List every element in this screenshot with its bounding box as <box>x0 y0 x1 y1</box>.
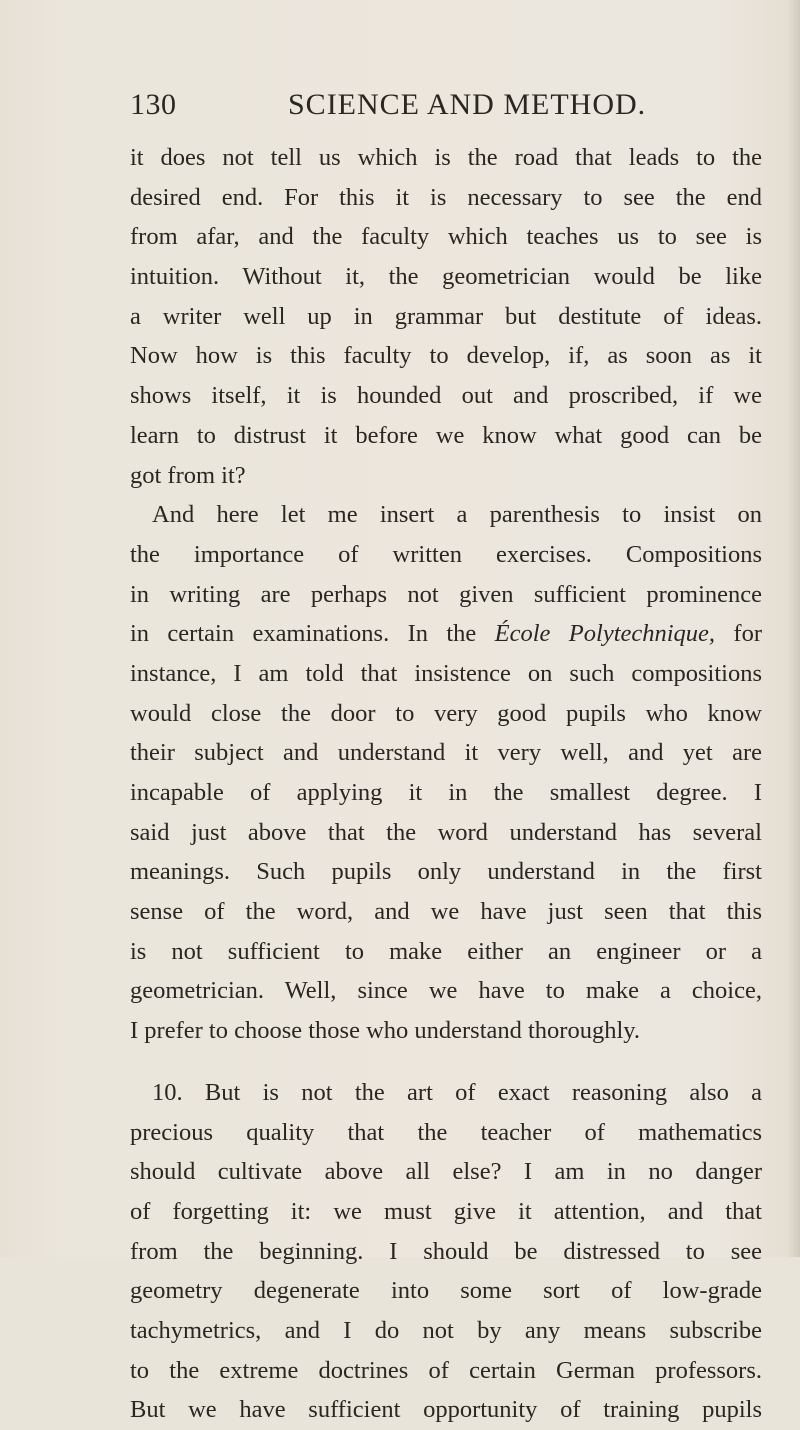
text-line: the importance of written exercises. Compositions <box>130 540 762 568</box>
text-line: to the extreme doctrines of certain German professors. <box>130 1356 762 1384</box>
text-line: is not sufficient to make either an engineer or a <box>130 937 762 965</box>
text-line: meanings. Such pupils only understand in the first <box>130 858 762 886</box>
text-line: intuition. Without it, the geometrician would be like <box>130 263 762 291</box>
text-line: shows itself, it is hounded out and proscribed, if we <box>130 382 762 410</box>
text-line: geometrician. Well, since we have to make a choice, <box>130 977 762 1005</box>
text-segment: for <box>715 620 762 648</box>
text-segment: in certain examinations. In the <box>130 620 495 648</box>
italic-term: École Polytechnique, <box>494 620 716 648</box>
text-line: should cultivate above all else? I am in no danger <box>130 1158 762 1186</box>
text-line: it does not tell us which is the road that leads to the <box>130 144 762 171</box>
text-line: desired end. For this it is necessary to see the end <box>130 183 762 211</box>
text-line: would close the door to very good pupils who know <box>130 699 762 727</box>
text-line: their subject and understand it very well, and yet are <box>130 739 762 767</box>
text-line: in writing are perhaps not given sufficient prominence <box>130 580 762 608</box>
running-title: SCIENCE AND METHOD. <box>288 88 647 121</box>
text-line: learn to distrust it before we know what good can be <box>130 421 762 449</box>
text-line: geometry degenerate into some sort of low-grade <box>130 1277 762 1305</box>
text-line: But we have sufficient opportunity of training pupils <box>130 1396 762 1424</box>
text-line: of forgetting it: we must give it attention, and that <box>130 1197 762 1225</box>
text-line: And here let me insert a parenthesis to insist on <box>152 501 762 529</box>
running-head <box>130 88 770 128</box>
text-line: incapable of applying it in the smallest degree. I <box>130 779 762 806</box>
text-line: I prefer to choose those who understand thoroughly. <box>130 1017 641 1045</box>
text-line: said just above that the word understand has several <box>130 818 762 846</box>
section-gap <box>130 1051 762 1073</box>
text-line <box>130 614 762 654</box>
text-line: tachymetrics, and I do not by any means subscribe <box>130 1316 762 1344</box>
text-line: a writer well up in grammar but destitute of ideas. <box>130 302 762 330</box>
text-line: Now how is this faculty to develop, if, as soon as it <box>130 342 762 370</box>
text-line: 10. But is not the art of exact reasoning also a <box>152 1078 762 1106</box>
text-line: sense of the word, and we have just seen that this <box>130 898 762 926</box>
text-line: instance, I am told that insistence on such compositions <box>130 659 762 687</box>
text-line: precious quality that the teacher of mathematics <box>130 1118 762 1146</box>
body-text <box>130 138 762 1430</box>
page-number: 130 <box>130 88 177 121</box>
text-line: from the beginning. I should be distressed to see <box>130 1237 762 1265</box>
text-line: got from it? <box>130 461 246 489</box>
page-edge-shadow <box>788 0 800 1257</box>
text-line: from afar, and the faculty which teaches us to see is <box>130 223 762 251</box>
